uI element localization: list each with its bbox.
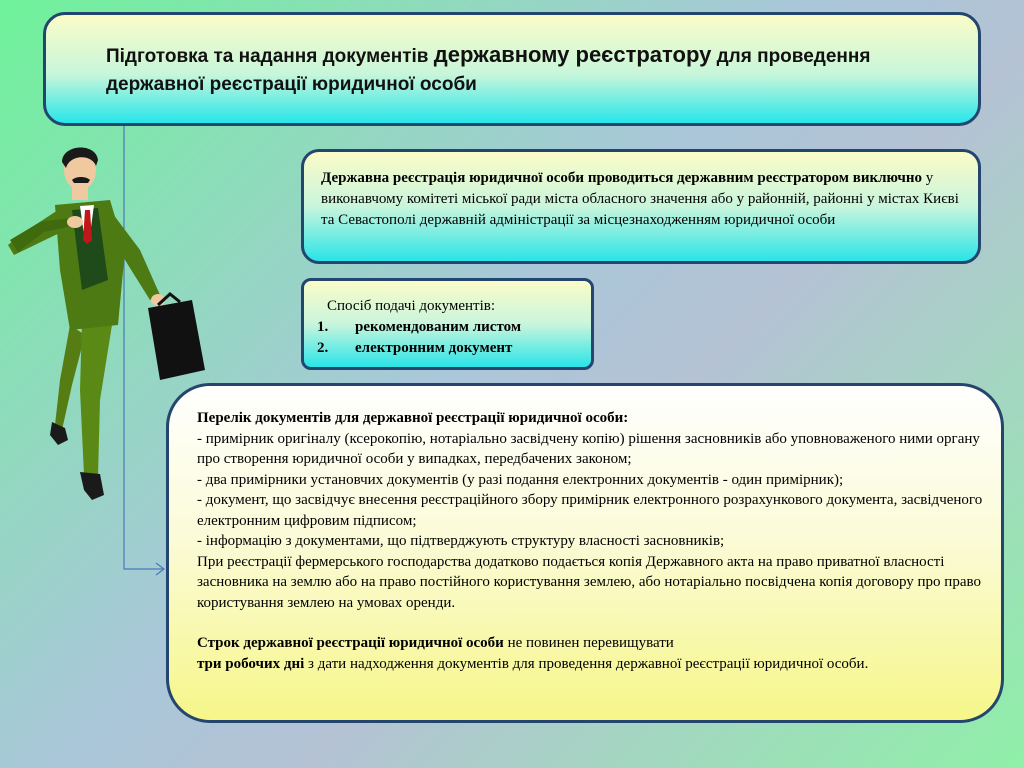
documents-list-box bbox=[166, 383, 1004, 723]
page-title bbox=[106, 41, 946, 99]
list-item bbox=[317, 317, 587, 338]
document-line: - два примірники установчих документів (у разі подання електронних документів - один примірник); bbox=[197, 471, 844, 488]
document-line: - примірник оригіналу (ксерокопію, нотаріально засвідчену копію) рішення засновників або уповноваженого ними органу про створення юридичної особи у випадках, передбачених законом; bbox=[197, 430, 980, 467]
document-line: - інформацію з документами, що підтверджують структуру власності засновників; bbox=[197, 533, 725, 549]
list-item-text: рекомендованим листом bbox=[355, 319, 522, 335]
term-line bbox=[197, 633, 997, 654]
list-item-number: 2. bbox=[317, 340, 329, 356]
submission-method-text bbox=[317, 296, 587, 359]
title-part-1: Підготовка та надання документів bbox=[106, 46, 434, 67]
submission-method-box bbox=[301, 278, 594, 370]
days-bold: три робочих дні bbox=[197, 655, 305, 672]
documents-text bbox=[197, 408, 997, 674]
list-item bbox=[317, 338, 587, 359]
term-bold: Строк державної реєстрації юридичної особи bbox=[197, 635, 504, 651]
title-part-2: для проведення державної реєстрації юридичної особи bbox=[106, 46, 871, 95]
days-line bbox=[197, 654, 997, 675]
term-rest: не повинен перевищувати bbox=[503, 635, 674, 651]
registration-text bbox=[321, 168, 961, 231]
submission-heading: Спосіб подачі документів: bbox=[327, 298, 496, 314]
registration-bold: Державна реєстрація юридичної особи проводиться державним реєстратором виключно bbox=[321, 170, 923, 186]
registration-rest: у виконавчому комітеті міської ради міста обласного значення або у районній, районні у містах Києві та Севастополі державній адміністрації за місцезнаходженням юридичної особи bbox=[321, 170, 959, 228]
list-item-number: 1. bbox=[317, 319, 329, 335]
documents-heading: Перелік документів для державної реєстрації юридичної особи: bbox=[197, 410, 629, 426]
document-line: - документ, що засвідчує внесення реєстраційного збору примірник електронного розрахункового документа, засвідченого електронним цифровим підписом; bbox=[197, 492, 983, 529]
title-emphasis: державному реєстратору bbox=[433, 42, 712, 67]
list-item-text: електронним документ bbox=[355, 340, 513, 356]
document-line: При реєстрації фермерського господарства додатково подається копія Державного акта на право приватної власності засновника на землю або на право постійного користування землею, або нотаріально посвідчена копія договору про право користування землею на умовах оренди. bbox=[197, 553, 981, 611]
registration-info-box bbox=[301, 149, 981, 264]
title-box bbox=[43, 12, 981, 126]
days-rest: з дати надходження документів для проведення державної реєстрації юридичної особи. bbox=[304, 655, 869, 672]
